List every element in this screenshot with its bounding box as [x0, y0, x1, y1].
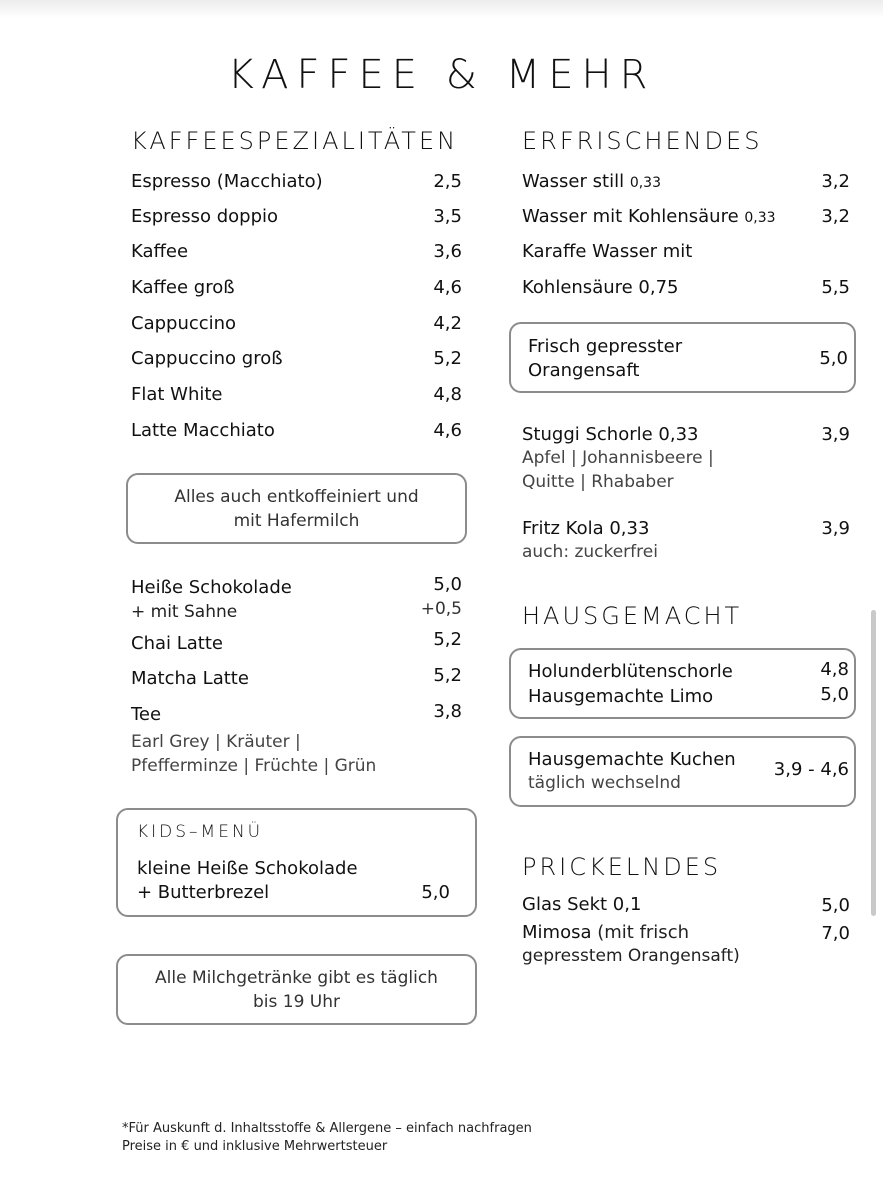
menu-price: 4,6 — [433, 420, 462, 441]
menu-price: 4,6 — [433, 277, 462, 298]
menu-price: 3,8 — [433, 701, 462, 722]
scrollbar[interactable] — [871, 610, 876, 916]
menu-item: Flat White — [131, 384, 223, 405]
menu-price: 3,2 — [821, 171, 850, 192]
decaf-note-line2: mit Hafermilch — [233, 511, 360, 531]
menu-item: Kohlensäure 0,75 — [522, 277, 679, 298]
menu-item: Wasser mit Kohlensäure 0,33 — [522, 206, 776, 227]
kids-menu-line: + Butterbrezel — [137, 882, 270, 903]
menu-price: 3,2 — [821, 206, 850, 227]
footer-allergen-note: *Für Auskunft d. Inhaltsstoffe & Allergene – einfach nachfragen — [122, 1121, 532, 1136]
menu-price: 4,8 — [433, 384, 462, 405]
menu-price: 5,5 — [821, 277, 850, 298]
menu-item: Glas Sekt 0,1 — [522, 894, 642, 915]
page-title: KAFFEE & MEHR — [227, 52, 656, 98]
kids-menu-price: 5,0 — [421, 882, 450, 903]
milk-note-line2: bis 19 Uhr — [252, 992, 341, 1012]
menu-price: 2,5 — [433, 171, 462, 192]
stuggi-varieties: Quitte | Rhababer — [522, 472, 674, 492]
menu-item: Tee — [131, 704, 162, 725]
menu-item: Chai Latte — [131, 633, 223, 654]
stuggi-varieties: Apfel | Johannisbeere | — [522, 448, 714, 468]
menu-price: 5,0 — [821, 895, 850, 916]
menu-price: 5,2 — [433, 629, 462, 650]
tee-varieties: Earl Grey | Kräuter | — [131, 732, 301, 752]
menu-price: 3,9 — [821, 518, 850, 539]
kids-menu-heading: KIDS–MENÜ — [137, 822, 264, 842]
heading-erfrischendes: ERFRISCHENDES — [522, 127, 763, 155]
menu-item: Orangensaft — [528, 360, 640, 381]
menu-item: Espresso (Macchiato) — [131, 171, 323, 192]
menu-item: Hausgemachte Kuchen — [528, 749, 736, 770]
fritz-note: auch: zuckerfrei — [522, 542, 658, 562]
menu-addon: + mit Sahne — [131, 602, 238, 622]
menu-item: Kaffee — [131, 241, 189, 262]
menu-price: 4,8 — [820, 659, 849, 680]
menu-item: Karaffe Wasser mit — [522, 241, 693, 262]
menu-item: Stuggi Schorle 0,33 — [522, 424, 699, 445]
kids-menu-line: kleine Heiße Schokolade — [137, 858, 358, 879]
menu-price: 5,2 — [433, 665, 462, 686]
menu-item: Wasser still 0,33 — [522, 171, 661, 192]
cake-note: täglich wechselnd — [528, 773, 681, 793]
menu-price: 3,9 - 4,6 — [773, 759, 849, 780]
menu-item: Frisch gepresster — [528, 336, 683, 357]
menu-price: 7,0 — [821, 923, 850, 944]
heading-hausgemacht: HAUSGEMACHT — [522, 602, 743, 630]
tee-varieties: Pfefferminze | Früchte | Grün — [131, 756, 377, 776]
menu-item: Cappuccino groß — [131, 348, 283, 369]
menu-item: Mimosa (mit frisch — [522, 922, 689, 943]
menu-item: Hausgemachte Limo — [528, 686, 714, 707]
top-shade — [0, 0, 883, 18]
menu-price: 5,2 — [433, 348, 462, 369]
menu-price: +0,5 — [420, 599, 462, 619]
menu-item: Holunderblütenschorle — [528, 661, 733, 682]
menu-item: Fritz Kola 0,33 — [522, 518, 650, 539]
milk-note-line1: Alle Milchgetränke gibt es täglich — [155, 968, 438, 988]
menu-item: Espresso doppio — [131, 206, 279, 227]
menu-price: 4,2 — [433, 313, 462, 334]
menu-price: 3,6 — [433, 241, 462, 262]
footer-price-note: Preise in € und inklusive Mehrwertsteuer — [122, 1139, 388, 1154]
menu-item: Kaffee groß — [131, 277, 235, 298]
mimosa-detail: gepresstem Orangensaft) — [522, 946, 740, 966]
heading-kaffeespezialitaeten: KAFFEESPEZIALITÄTEN — [131, 127, 459, 155]
menu-price: 5,0 — [820, 684, 849, 705]
menu-item: Heiße Schokolade — [131, 577, 292, 598]
menu-price: 5,0 — [819, 348, 848, 369]
menu-price: 5,0 — [433, 574, 462, 595]
menu-item: Latte Macchiato — [131, 420, 275, 441]
decaf-note-line1: Alles auch entkoffeiniert und — [174, 487, 419, 507]
menu-item: Matcha Latte — [131, 668, 249, 689]
menu-price: 3,5 — [433, 206, 462, 227]
heading-prickelndes: PRICKELNDES — [522, 853, 722, 881]
menu-price: 3,9 — [821, 424, 850, 445]
menu-item: Cappuccino — [131, 313, 237, 334]
